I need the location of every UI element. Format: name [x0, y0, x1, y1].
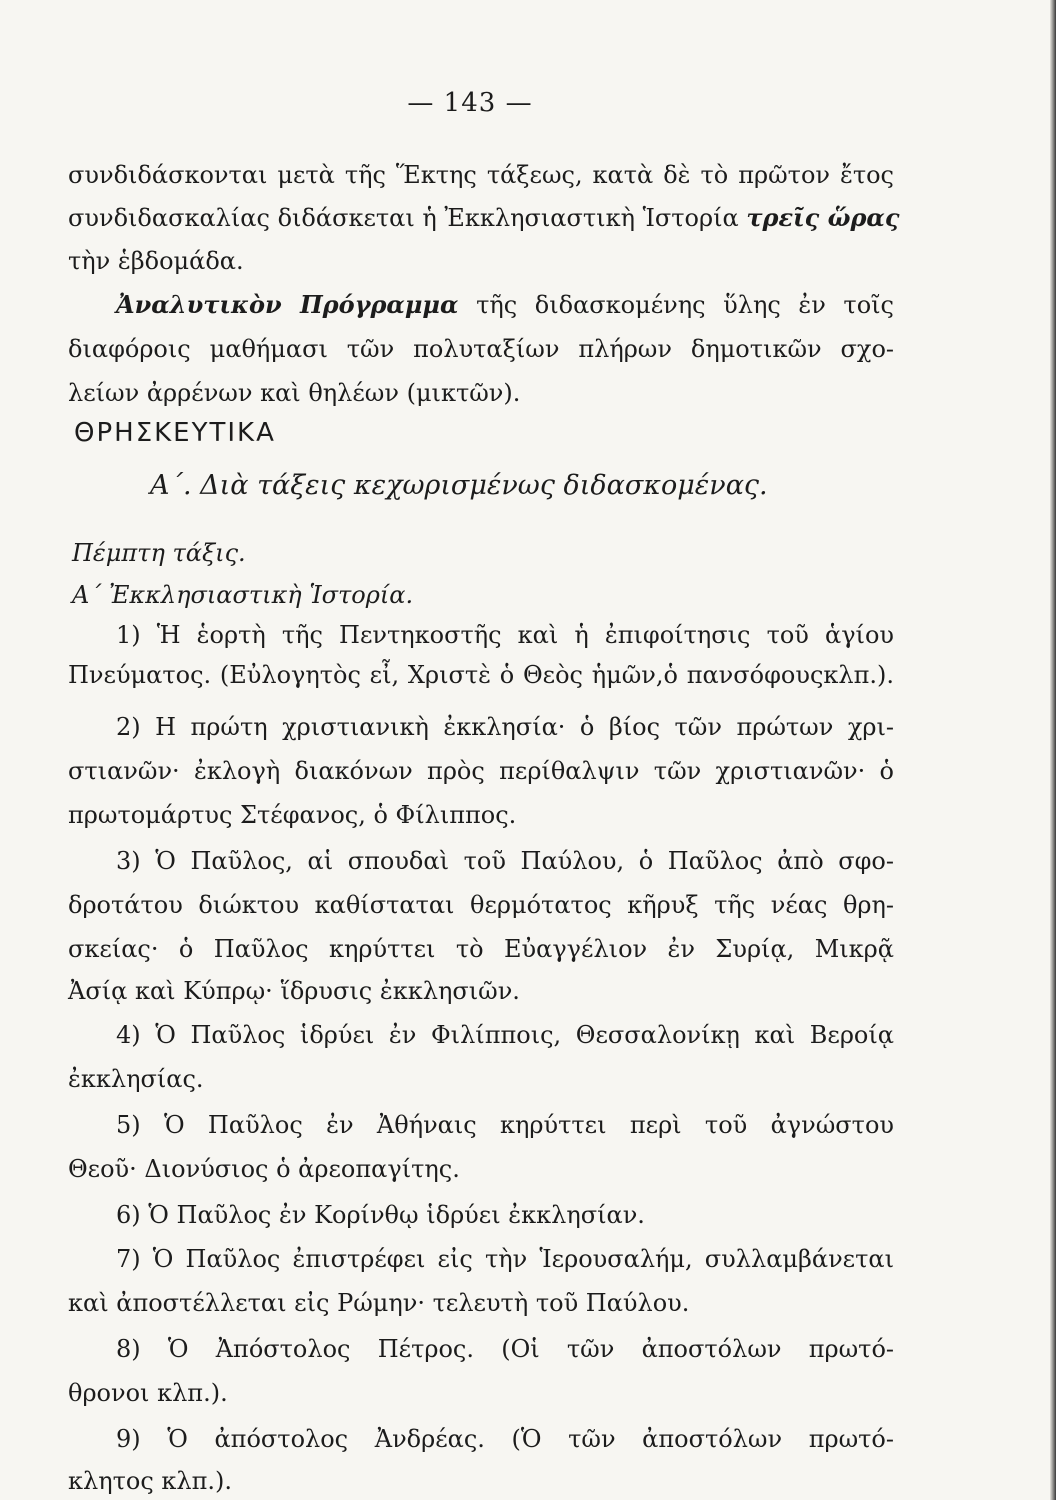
item-8-line-2: θρονοι κλπ.). [68, 1379, 228, 1407]
item-2-line-1: 2) Η πρώτη χριστιανικὴ ἐκκλησία· ὁ βίος τῶν πρώτων χρι- [116, 713, 894, 741]
intro-emphasis: τρεῖς ὥρας [746, 203, 900, 232]
intro-line-2-text: συνδιδασκαλίας διδάσκεται ἡ Ἐκκλησιαστικὴ Ἱστορία [68, 204, 747, 232]
item-7-line-1: 7) Ὁ Παῦλος ἐπιστρέφει εἰς τὴν Ἱερουσαλήμ, συλλαμβάνεται [116, 1245, 894, 1273]
subject-label: Α΄ Ἐκκλησιαστικὴ Ἱστορία. [72, 581, 414, 609]
item-9-line-1: 9) Ὁ ἀπόστολος Ἀνδρέας. (Ὁ τῶν ἀποστόλων πρωτό- [116, 1425, 894, 1453]
item-5-line-1: 5) Ὁ Παῦλος ἐν Ἀθήναις κηρύττει περὶ τοῦ ἀγνώστου [116, 1111, 894, 1139]
item-9-line-2: κλητος κλπ.). [68, 1467, 232, 1495]
page-edge-shadow [1050, 0, 1056, 1500]
program-line-3: λείων ἀρρένων καὶ θηλέων (μικτῶν). [68, 379, 521, 407]
item-3-line-3: σκείας· ὁ Παῦλος κηρύττει τὸ Εὐαγγέλιον ἐν Συρίᾳ, Μικρᾷ [68, 935, 894, 963]
program-line-2: διαφόροις μαθήμασι τῶν πολυταξίων πλήρων δημοτικῶν σχο- [68, 335, 894, 363]
program-title: Ἀναλυτικὸν Πρόγραμμα [116, 290, 459, 319]
program-line-1-text: τῆς διδασκομένης ὕλης ἐν τοῖς [458, 291, 895, 319]
intro-line-2 [68, 203, 900, 233]
section-heading: ΘΡΗΣΚΕΥΤΙΚΑ [74, 418, 276, 448]
program-line-1 [68, 290, 894, 320]
item-4-line-1: 4) Ὁ Παῦλος ἱδρύει ἐν Φιλίπποις, Θεσσαλονίκῃ καὶ Βεροίᾳ [116, 1021, 894, 1049]
class-label: Πέμπτη τάξις. [72, 539, 246, 567]
item-3-line-4: Ἀσίᾳ καὶ Κύπρῳ· ἵδρυσις ἐκκλησιῶν. [68, 977, 520, 1005]
item-1-line-2: Πνεύματος. (Εὐλογητὸς εἶ, Χριστὲ ὁ Θεὸς ἡμῶν,ὁ πανσόφουςκλπ.). [68, 661, 894, 689]
item-3-line-1: 3) Ὁ Παῦλος, αἱ σπουδαὶ τοῦ Παύλου, ὁ Παῦλος ἀπὸ σφο- [116, 847, 894, 875]
item-5-line-2: Θεοῦ· Διονύσιος ὁ ἀρεοπαγίτης. [68, 1155, 460, 1183]
intro-line-3: τὴν ἑβδομάδα. [68, 247, 244, 275]
item-3-line-2: δροτάτου διώκτου καθίσταται θερμότατος κῆρυξ τῆς νέας θρη- [68, 891, 894, 919]
item-8-line-1: 8) Ὁ Ἀπόστολος Πέτρος. (Οἱ τῶν ἀποστόλων πρωτό- [116, 1335, 894, 1363]
item-2-line-3: πρωτομάρτυς Στέφανος, ὁ Φίλιππος. [68, 801, 517, 829]
item-2-line-2: στιανῶν· ἐκλογὴ διακόνων πρὸς περίθαλψιν τῶν χριστιανῶν· ὁ [68, 757, 894, 785]
subsection-heading: Α΄. Διὰ τάξεις κεχωρισμένως διδασκομένας. [150, 470, 768, 501]
item-1-line-1: 1) Ἡ ἑορτὴ τῆς Πεντηκοστῆς καὶ ἡ ἐπιφοίτησις τοῦ ἁγίου [116, 621, 894, 649]
intro-line-1: συνδιδάσκονται μετὰ τῆς Ἕκτης τάξεως, κατὰ δὲ τὸ πρῶτον ἔτος [68, 161, 894, 189]
item-7-line-2: καὶ ἀποστέλλεται εἰς Ρώμην· τελευτὴ τοῦ Παύλου. [68, 1289, 690, 1317]
page-number: — 143 — [407, 88, 533, 118]
item-6-line-1: 6) Ὁ Παῦλος ἐν Κορίνθῳ ἱδρύει ἐκκλησίαν. [116, 1201, 645, 1229]
item-4-line-2: ἐκκλησίας. [68, 1065, 204, 1093]
